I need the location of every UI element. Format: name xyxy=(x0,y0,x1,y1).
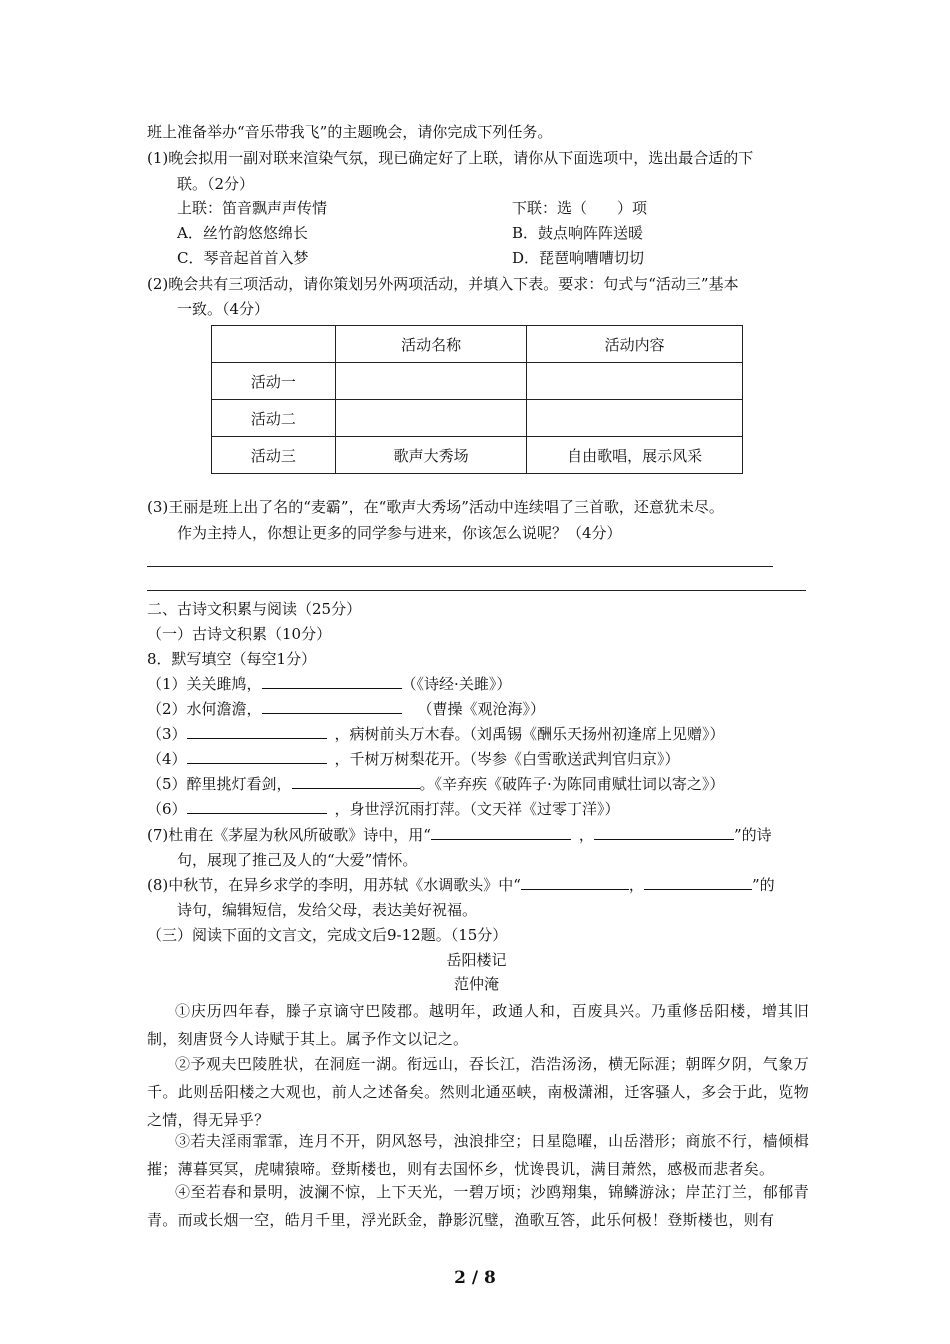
passage-paragraph-1: ①庆历四年春，滕子京谪守巴陵郡。越明年，政通人和，百废具兴。乃重修岳阳楼，增其旧制，刻唐贤今人诗赋于其上。属予作文以记之。 xyxy=(147,1002,809,1048)
table-cell: 活动二 xyxy=(212,400,336,437)
fill-text: （3） xyxy=(147,725,187,743)
fill-item-5 xyxy=(147,772,724,796)
passage-paragraph-2: ②予观夫巴陵胜状，在洞庭一湖。衔远山，吞长江，浩浩汤汤，横无际涯；朝晖夕阴，气象万千。此则岳阳楼之大观也，前人之述备矣。然则北通巫峡，南极潇湘，迁客骚人，多会于此，览物之情，得无异乎？ xyxy=(147,1055,809,1129)
fill-item-4 xyxy=(147,747,680,771)
fill-text: ，千树万树梨花开。（岑参《白雪歌送武判官归京》） xyxy=(334,750,680,768)
fill-blank[interactable] xyxy=(262,697,402,714)
fill-item-3 xyxy=(147,722,725,746)
fill-blank[interactable] xyxy=(431,823,571,840)
table-cell xyxy=(335,400,527,437)
table-row xyxy=(212,400,743,437)
fill-text: ，身世浮沉雨打萍。（文天祥《过零丁洋》） xyxy=(334,800,620,818)
q2-text-cont: 一致。（4分） xyxy=(177,300,270,318)
activity-table xyxy=(211,325,743,474)
q3-text-cont: 作为主持人，你想让更多的同学参与进来，你该怎么说呢？（4分） xyxy=(177,524,622,542)
table-header: 活动内容 xyxy=(527,326,743,363)
fill-blank[interactable] xyxy=(187,747,327,764)
fill-text: (7)杜甫在《茅屋为秋风所破歌》诗中，用“ xyxy=(147,826,431,844)
table-cell: 活动三 xyxy=(212,437,336,474)
fill-text: ”的 xyxy=(751,876,775,894)
fill-item-2 xyxy=(147,697,545,721)
fill-blank[interactable] xyxy=(594,823,734,840)
fill-blank[interactable] xyxy=(644,873,752,890)
table-cell: 自由歌唱，展示风采 xyxy=(527,437,743,474)
fill-blank[interactable] xyxy=(292,772,420,789)
table-header xyxy=(212,326,336,363)
option-a: A．丝竹韵悠悠绵长 xyxy=(177,224,308,242)
passage-author: 范仲淹 xyxy=(453,975,499,993)
fill-text: ，病树前头万木春。（刘禹锡《酬乐天扬州初逢席上见赠》） xyxy=(334,725,725,743)
couplet-lower: 下联：选（ ）项 xyxy=(512,199,648,217)
q1-text: (1)晚会拟用一副对联来渲染气氛，现已确定好了上联，请你从下面选项中，选出最合适的下 xyxy=(147,149,754,167)
table-cell xyxy=(527,400,743,437)
fill-text: （《诗经·关雎》） xyxy=(401,675,512,693)
fill-item-1 xyxy=(147,672,511,696)
fill-blank[interactable] xyxy=(187,797,327,814)
fill-text: （6） xyxy=(147,800,187,818)
fill-text: 。《辛弃疾《破阵子·为陈同甫赋壮词以寄之》） xyxy=(419,775,725,793)
passage-paragraph-4: ④至若春和景明，波澜不惊，上下天光，一碧万顷；沙鸥翔集，锦鳞游泳；岸芷汀兰，郁郁青青。而或长烟一空，皓月千里，浮光跃金，静影沉璧，渔歌互答，此乐何极！登斯楼也，则有 xyxy=(147,1183,809,1229)
fill-text: （4） xyxy=(147,750,187,768)
intro-text: 班上准备举办“音乐带我飞”的主题晚会，请你完成下列任务。 xyxy=(147,123,553,141)
q8b-cont: 诗句，编辑短信，发给父母，表达美好祝福。 xyxy=(177,901,478,919)
table-cell: 歌声大秀场 xyxy=(335,437,527,474)
fill-text: （曹操《观沧海》） xyxy=(417,700,546,718)
fill-text: （5）醉里挑灯看剑， xyxy=(147,775,292,793)
option-c: C．琴音起首首入梦 xyxy=(177,249,309,267)
table-cell: 活动一 xyxy=(212,363,336,400)
table-row xyxy=(212,363,743,400)
q8-title: 8．默写填空（每空1分） xyxy=(147,650,317,668)
fill-text: （1）关关雎鸠， xyxy=(147,675,262,693)
page-number: 2 / 8 xyxy=(454,1268,496,1288)
table-header-row xyxy=(212,326,743,363)
passage-paragraph-3: ③若夫淫雨霏霏，连月不开，阴风怒号，浊浪排空；日星隐曜，山岳潜形；商旅不行，樯倾楫摧；薄暮冥冥，虎啸猿啼。登斯楼也，则有去国怀乡，忧谗畏讥，满目萧然，感极而悲者矣。 xyxy=(147,1132,809,1178)
section2-sub1: （一）古诗文积累（10分） xyxy=(147,625,332,643)
option-b: B．鼓点响阵阵送暖 xyxy=(512,224,644,242)
q1-text-cont: 联。（2分） xyxy=(177,175,255,193)
table-row xyxy=(212,437,743,474)
table-cell xyxy=(527,363,743,400)
section2-sub3: （三）阅读下面的文言文，完成文后9-12题。（15分） xyxy=(147,926,508,944)
q3-text: (3)王丽是班上出了名的“麦霸”，在“歌声大秀场”活动中连续唱了三首歌，还意犹未尽。 xyxy=(147,498,724,516)
answer-line xyxy=(147,590,806,591)
couplet-upper: 上联：笛音飘声声传情 xyxy=(177,199,328,217)
fill-item-7: (7)杜甫在《茅屋为秋风所破歌》诗中，用“ ， ”的诗 xyxy=(147,823,772,847)
passage-title: 岳阳楼记 xyxy=(446,951,507,969)
fill-text: ”的诗 xyxy=(733,826,772,844)
answer-line xyxy=(147,566,773,567)
fill-blank[interactable] xyxy=(187,722,327,739)
section2-title: 二、古诗文积累与阅读（25分） xyxy=(147,600,362,618)
fill-blank[interactable] xyxy=(262,672,402,689)
table-header: 活动名称 xyxy=(335,326,527,363)
fill-item-6 xyxy=(147,797,620,821)
option-d: D．琵琶响嘈嘈切切 xyxy=(512,249,645,267)
fill-text: (8)中秋节，在异乡求学的李明，用苏轼《水调歌头》中“ xyxy=(147,876,521,894)
fill-blank[interactable] xyxy=(521,873,629,890)
fill-item-8: (8)中秋节，在异乡求学的李明，用苏轼《水调歌头》中“ ， ”的 xyxy=(147,873,775,897)
table-cell xyxy=(335,363,527,400)
fill-text: （2）水何澹澹， xyxy=(147,700,262,718)
q7-cont: 句，展现了推己及人的“大爱”情怀。 xyxy=(177,851,418,869)
q2-text: (2)晚会共有三项活动，请你策划另外两项活动，并填入下表。要求：句式与“活动三”基本 xyxy=(147,275,739,293)
